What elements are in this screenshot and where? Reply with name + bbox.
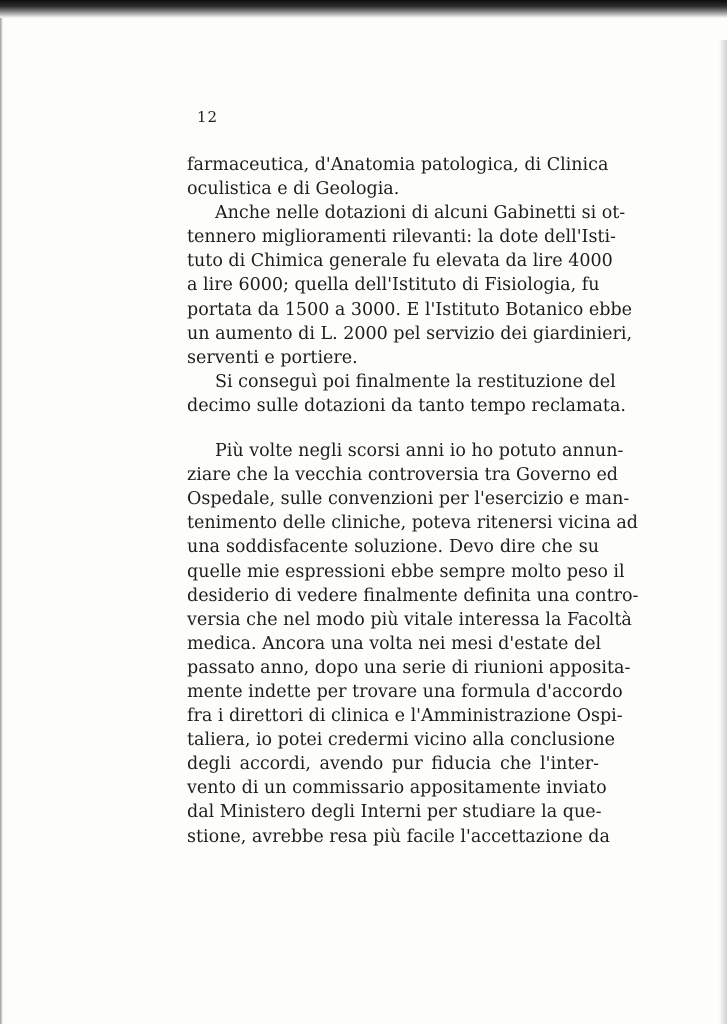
text-line: un aumento di L. 2000 pel servizio dei giardinieri, <box>187 323 633 344</box>
text-line: farmaceutica, d'Anatomia patologica, di Clinica <box>187 155 609 175</box>
text-line: portata da 1500 a 3000. E l'Istituto Botanico ebbe <box>187 299 633 320</box>
text-line: Ospedale, sulle convenzioni per l'esercizio e man- <box>187 489 630 510</box>
text-line: desiderio di vedere finalmente definita una contro- <box>187 585 639 606</box>
text-line: fra i direttori di clinica e l'Amministrazione Ospi- <box>187 706 623 727</box>
text-line: tennero miglioramenti rilevanti: la dote dell'Isti- <box>187 227 616 248</box>
text-line: versia che nel modo più vitale interessa la Facoltà <box>187 609 632 630</box>
text-line: taliera, io potei credermi vicino alla conclusione <box>187 730 616 751</box>
page-right-edge <box>719 40 727 1024</box>
text-line: medica. Ancora una volta nei mesi d'estate del <box>187 633 602 654</box>
paragraph-gap <box>187 418 599 439</box>
paragraph <box>187 153 609 201</box>
page-left-edge <box>0 18 3 1024</box>
text-line: a lire 6000; quella dell'Istituto di Fisiologia, fu <box>187 275 600 296</box>
text-line: una soddisfacente soluzione. Devo dire che su <box>187 537 599 558</box>
text-line: passato anno, dopo una serie di riunioni apposita- <box>187 657 631 678</box>
page-top-edge <box>0 0 727 18</box>
paragraph <box>187 201 633 370</box>
text-line: oculistica e di Geologia. <box>187 179 400 200</box>
text-line: Anche nelle dotazioni di alcuni Gabinetti si ot- <box>215 203 626 224</box>
body-text <box>187 153 639 849</box>
text-line: Più volte negli scorsi anni io ho potuto annun- <box>215 441 624 462</box>
text-line: serventi e portiere. <box>187 347 358 368</box>
text-line: ziare che la vecchia controversia tra Governo ed <box>187 465 618 486</box>
text-line: vento di un commissario appositamente inviato <box>187 778 607 799</box>
text-line: stione, avrebbe resa più facile l'accettazione da <box>187 826 610 847</box>
paragraph <box>187 439 639 849</box>
text-line: tuto di Chimica generale fu elevata da lire 4000 <box>187 251 613 272</box>
paragraph <box>187 370 626 418</box>
text-line: dal Ministero degli Interni per studiare la que- <box>187 802 602 823</box>
text-line: Si conseguì poi finalmente la restituzione del <box>215 371 616 392</box>
text-line: tenimento delle cliniche, poteva ritenersi vicina ad <box>187 513 638 534</box>
text-line: mente indette per trovare una formula d'accordo <box>187 681 623 702</box>
text-line: quelle mie espressioni ebbe sempre molto peso il <box>187 561 625 582</box>
text-line: degli accordi, avendo pur fiducia che l'inter- <box>187 754 599 775</box>
page-number: 12 <box>197 108 219 126</box>
text-line: decimo sulle dotazioni da tanto tempo reclamata. <box>187 395 626 416</box>
